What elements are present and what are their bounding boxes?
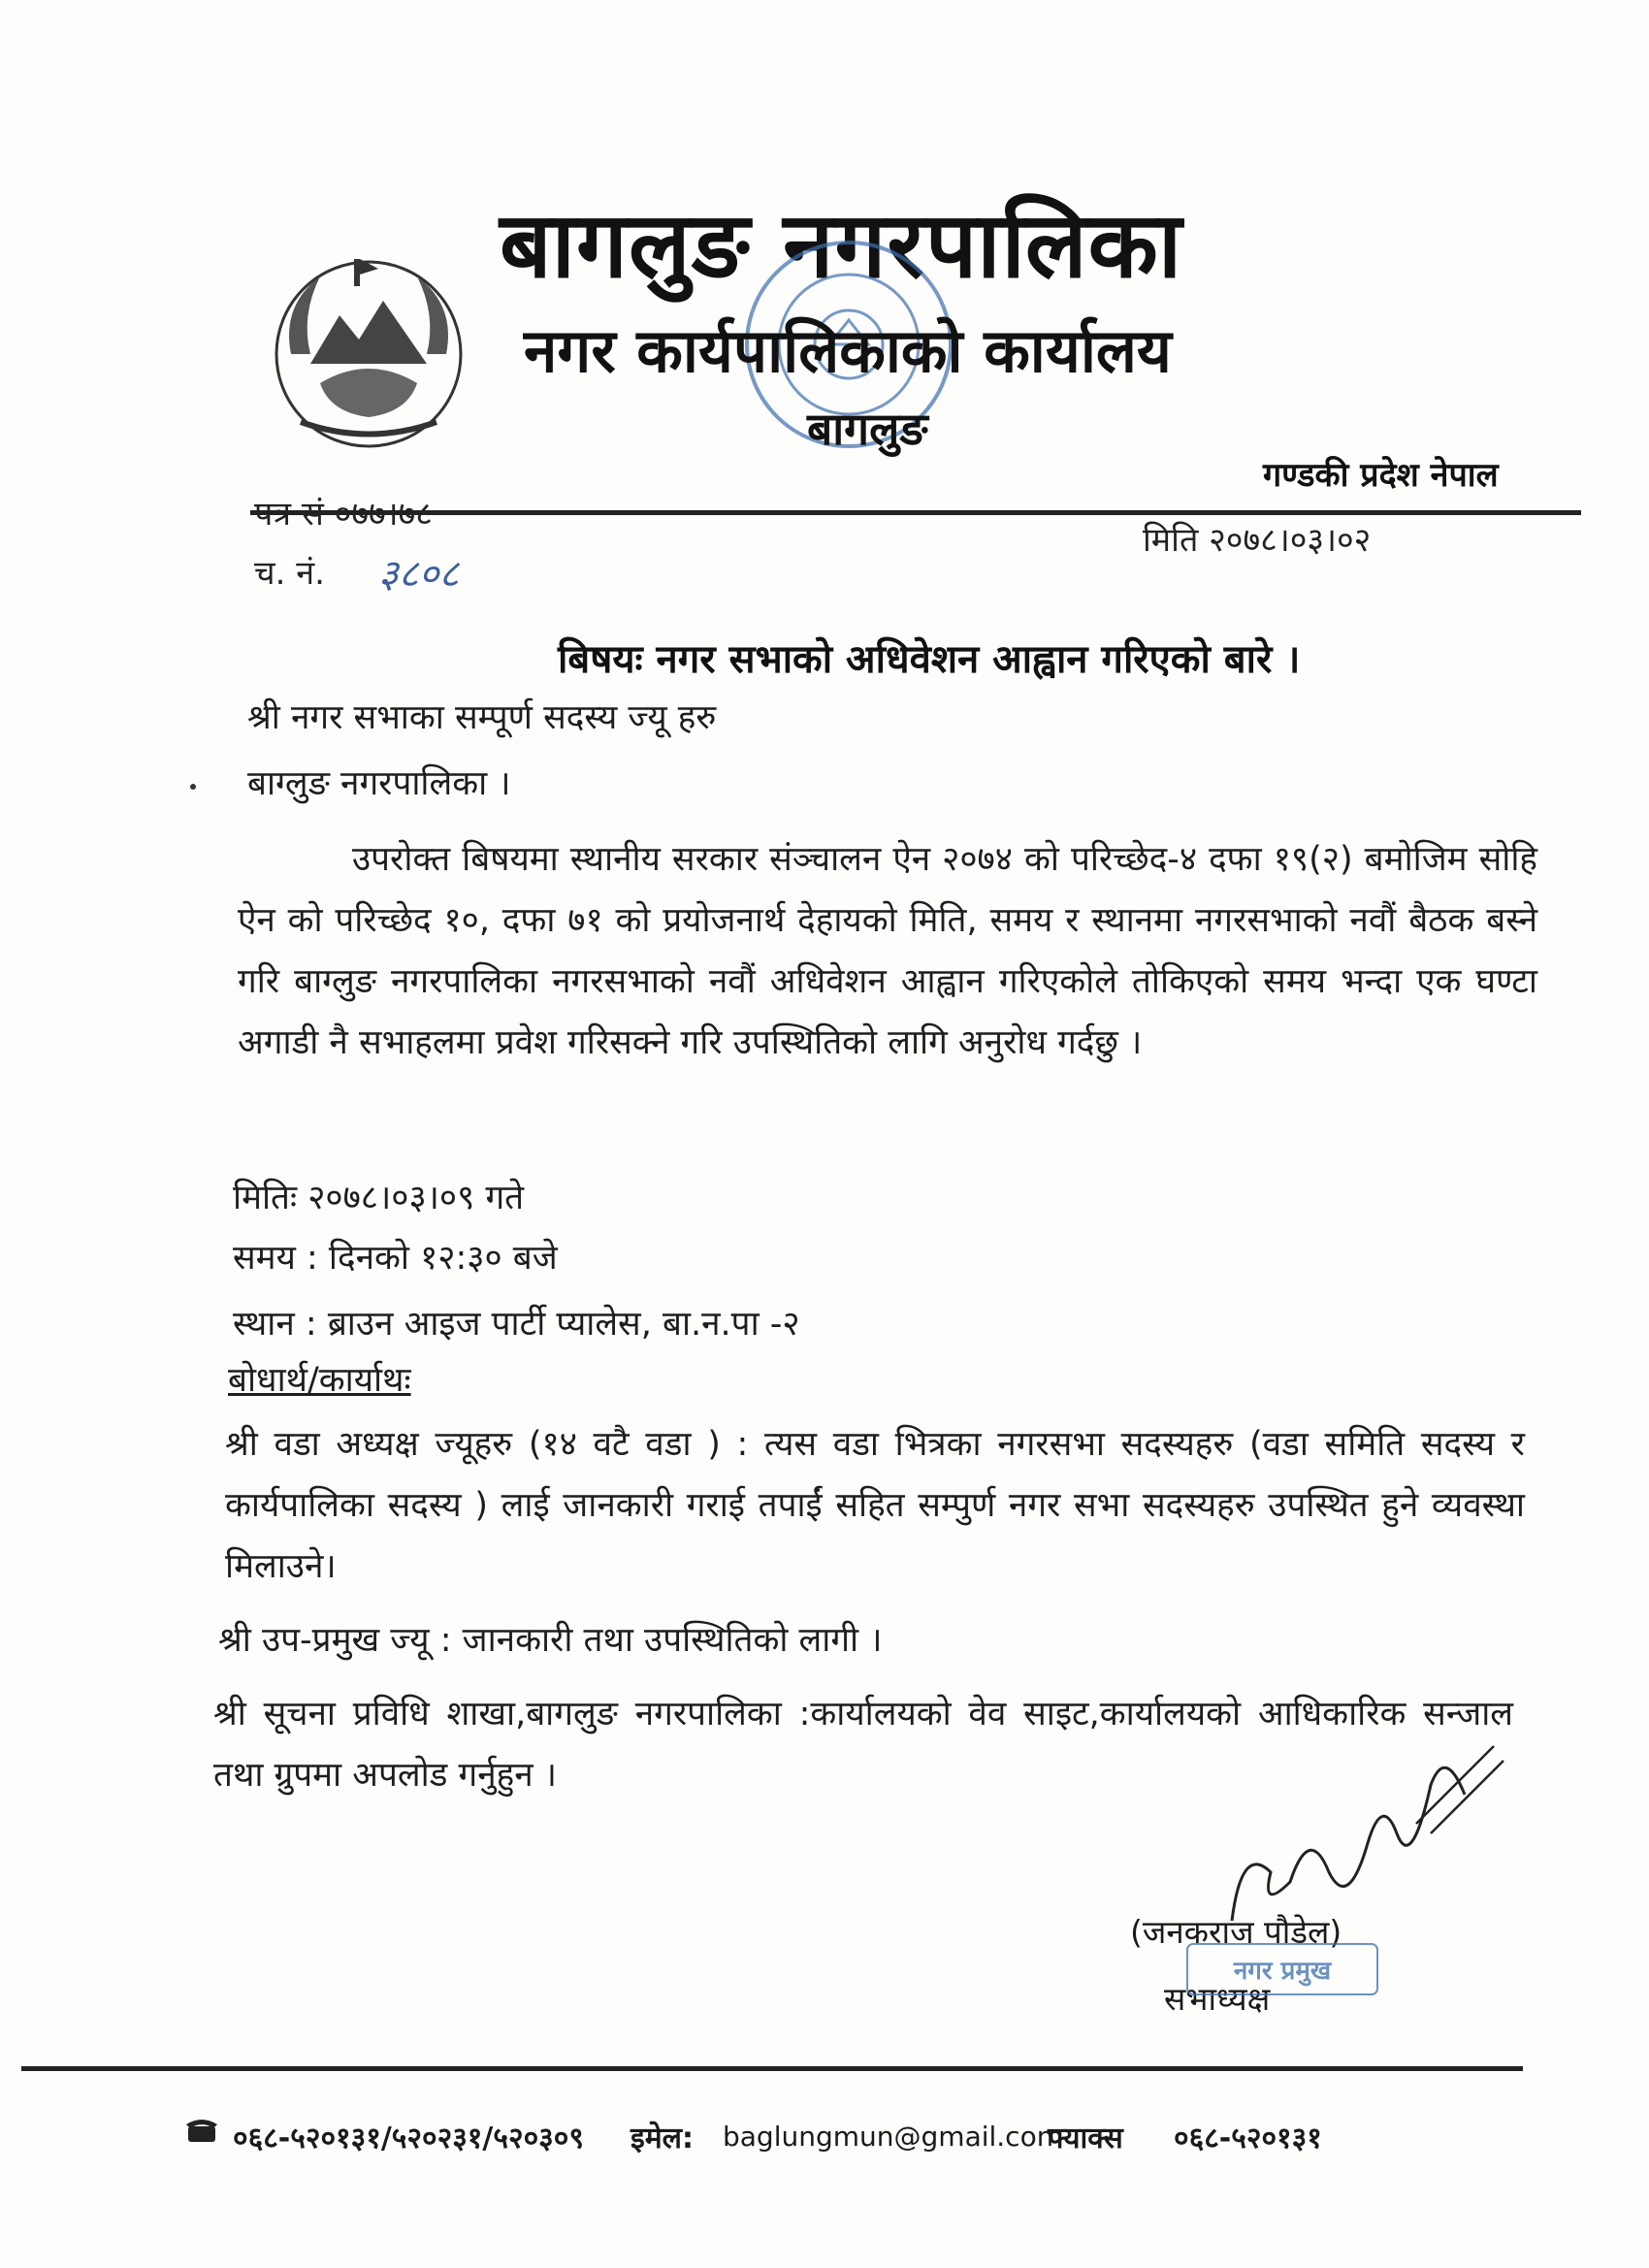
addressee-line-2: बाग्लुङ नगरपालिका । [247,764,511,803]
header-divider [250,510,1581,515]
cc-item-deputy-mayor: श्री उप-प्रमुख ज्यू : जानकारी तथा उपस्थितिको लागी । [218,1621,883,1660]
dispatch-number-label: च. नं. [254,554,325,593]
nepal-emblem-icon [262,247,475,451]
dispatch-number-value: ३८०८ [378,552,460,597]
footer-fax-label: फ्याक्स [1048,2122,1123,2155]
municipality-title: बागलुङ नगरपालिका [500,193,1183,299]
footer-email-label: इमेल: [630,2122,695,2155]
province-name: गण्डकी प्रदेश नेपाल [1263,456,1499,495]
body-paragraph: उपरोक्त बिषयमा स्थानीय सरकार संञ्चालन ऐन २०७४ को परिच्छेद-४ दफा १९(२) बमोजिम सोहि ऐन को परिच्छेद १०, दफा ७१ को प्रयोजनार्थ देहायको मिति, समय र स्थानमा नगरसभाको नवौं बैठक बस्ने गरि बाग्लुङ नगरपालिका नगरसभाको नवौं अधिवेशन आह्वान गरिएकोले तोकिएको समय भन्दा एक घण्टा अगाडी नै सभाहलमा प्रवेश गरिसक्ने गरि उपस्थितिको लागि अनुरोध गर्दछु । [238,840,1537,1062]
mayor-stamp [1185,1940,1379,1998]
letter-date: मिति २०७८।०३।०२ [1143,521,1372,560]
letter-number: पत्र सं ०७७।७८ [254,495,433,534]
addressee-line-1: श्री नगर सभाका सम्पूर्ण सदस्य ज्यू हरु [247,698,717,737]
cc-item-it-section: श्री सूचना प्रविधि शाखा,बागलुङ नगरपालिका :कार्यालयको वेव साइट,कार्यालयको आधिकारिक सन्जाल तथा ग्रुपमा अपलोड गर्नुहुन । [213,1695,1513,1795]
footer-email[interactable]: baglungmun@gmail.com [723,2121,1063,2153]
footer-divider [21,2066,1523,2071]
cc-heading: बोधार्थ/कार्याथः [228,1361,411,1400]
footer-fax: ०६८-५२०१३१ [1174,2122,1322,2155]
subject-line: बिषयः नगर सभाको अधिवेशन आह्वान गरिएको बारे । [558,637,1301,682]
mayor-stamp-text: नगर प्रमुख [1233,1957,1332,1986]
meeting-place: स्थान : ब्राउन आइज पार्टी प्यालेस, बा.न.पा -२ [233,1305,800,1344]
scan-speck [190,784,196,790]
footer-phone: ०६८-५२०१३१/५२०२३१/५२०३०९ [233,2122,584,2155]
office-subtitle: नगर कार्यपालिकाको कार्यालय [524,315,1172,386]
phone-icon [184,2115,219,2144]
cc-item-ward-chairs: श्री वडा अध्यक्ष ज्यूहरु (१४ वटै वडा ) : त्यस वडा भित्रका नगरसभा सदस्यहरु (वडा समिति सदस्य र कार्यपालिका सदस्य ) लाई जानकारी गराई तपाईं सहित सम्पुर्ण नगर सभा सदस्यहरु उपस्थित हुने व्यवस्था मिलाउने। [225,1425,1525,1586]
meeting-date: मितिः २०७८।०३।०९ गते [233,1179,525,1217]
city-name: बागलुङ [807,403,928,455]
signatory-name: (जनकराज पौडेल) [1130,1913,1342,1951]
meeting-time: समय : दिनको १२:३० बजे [233,1239,558,1278]
signatory-title: सभाध्यक्ष [1164,1980,1271,2018]
